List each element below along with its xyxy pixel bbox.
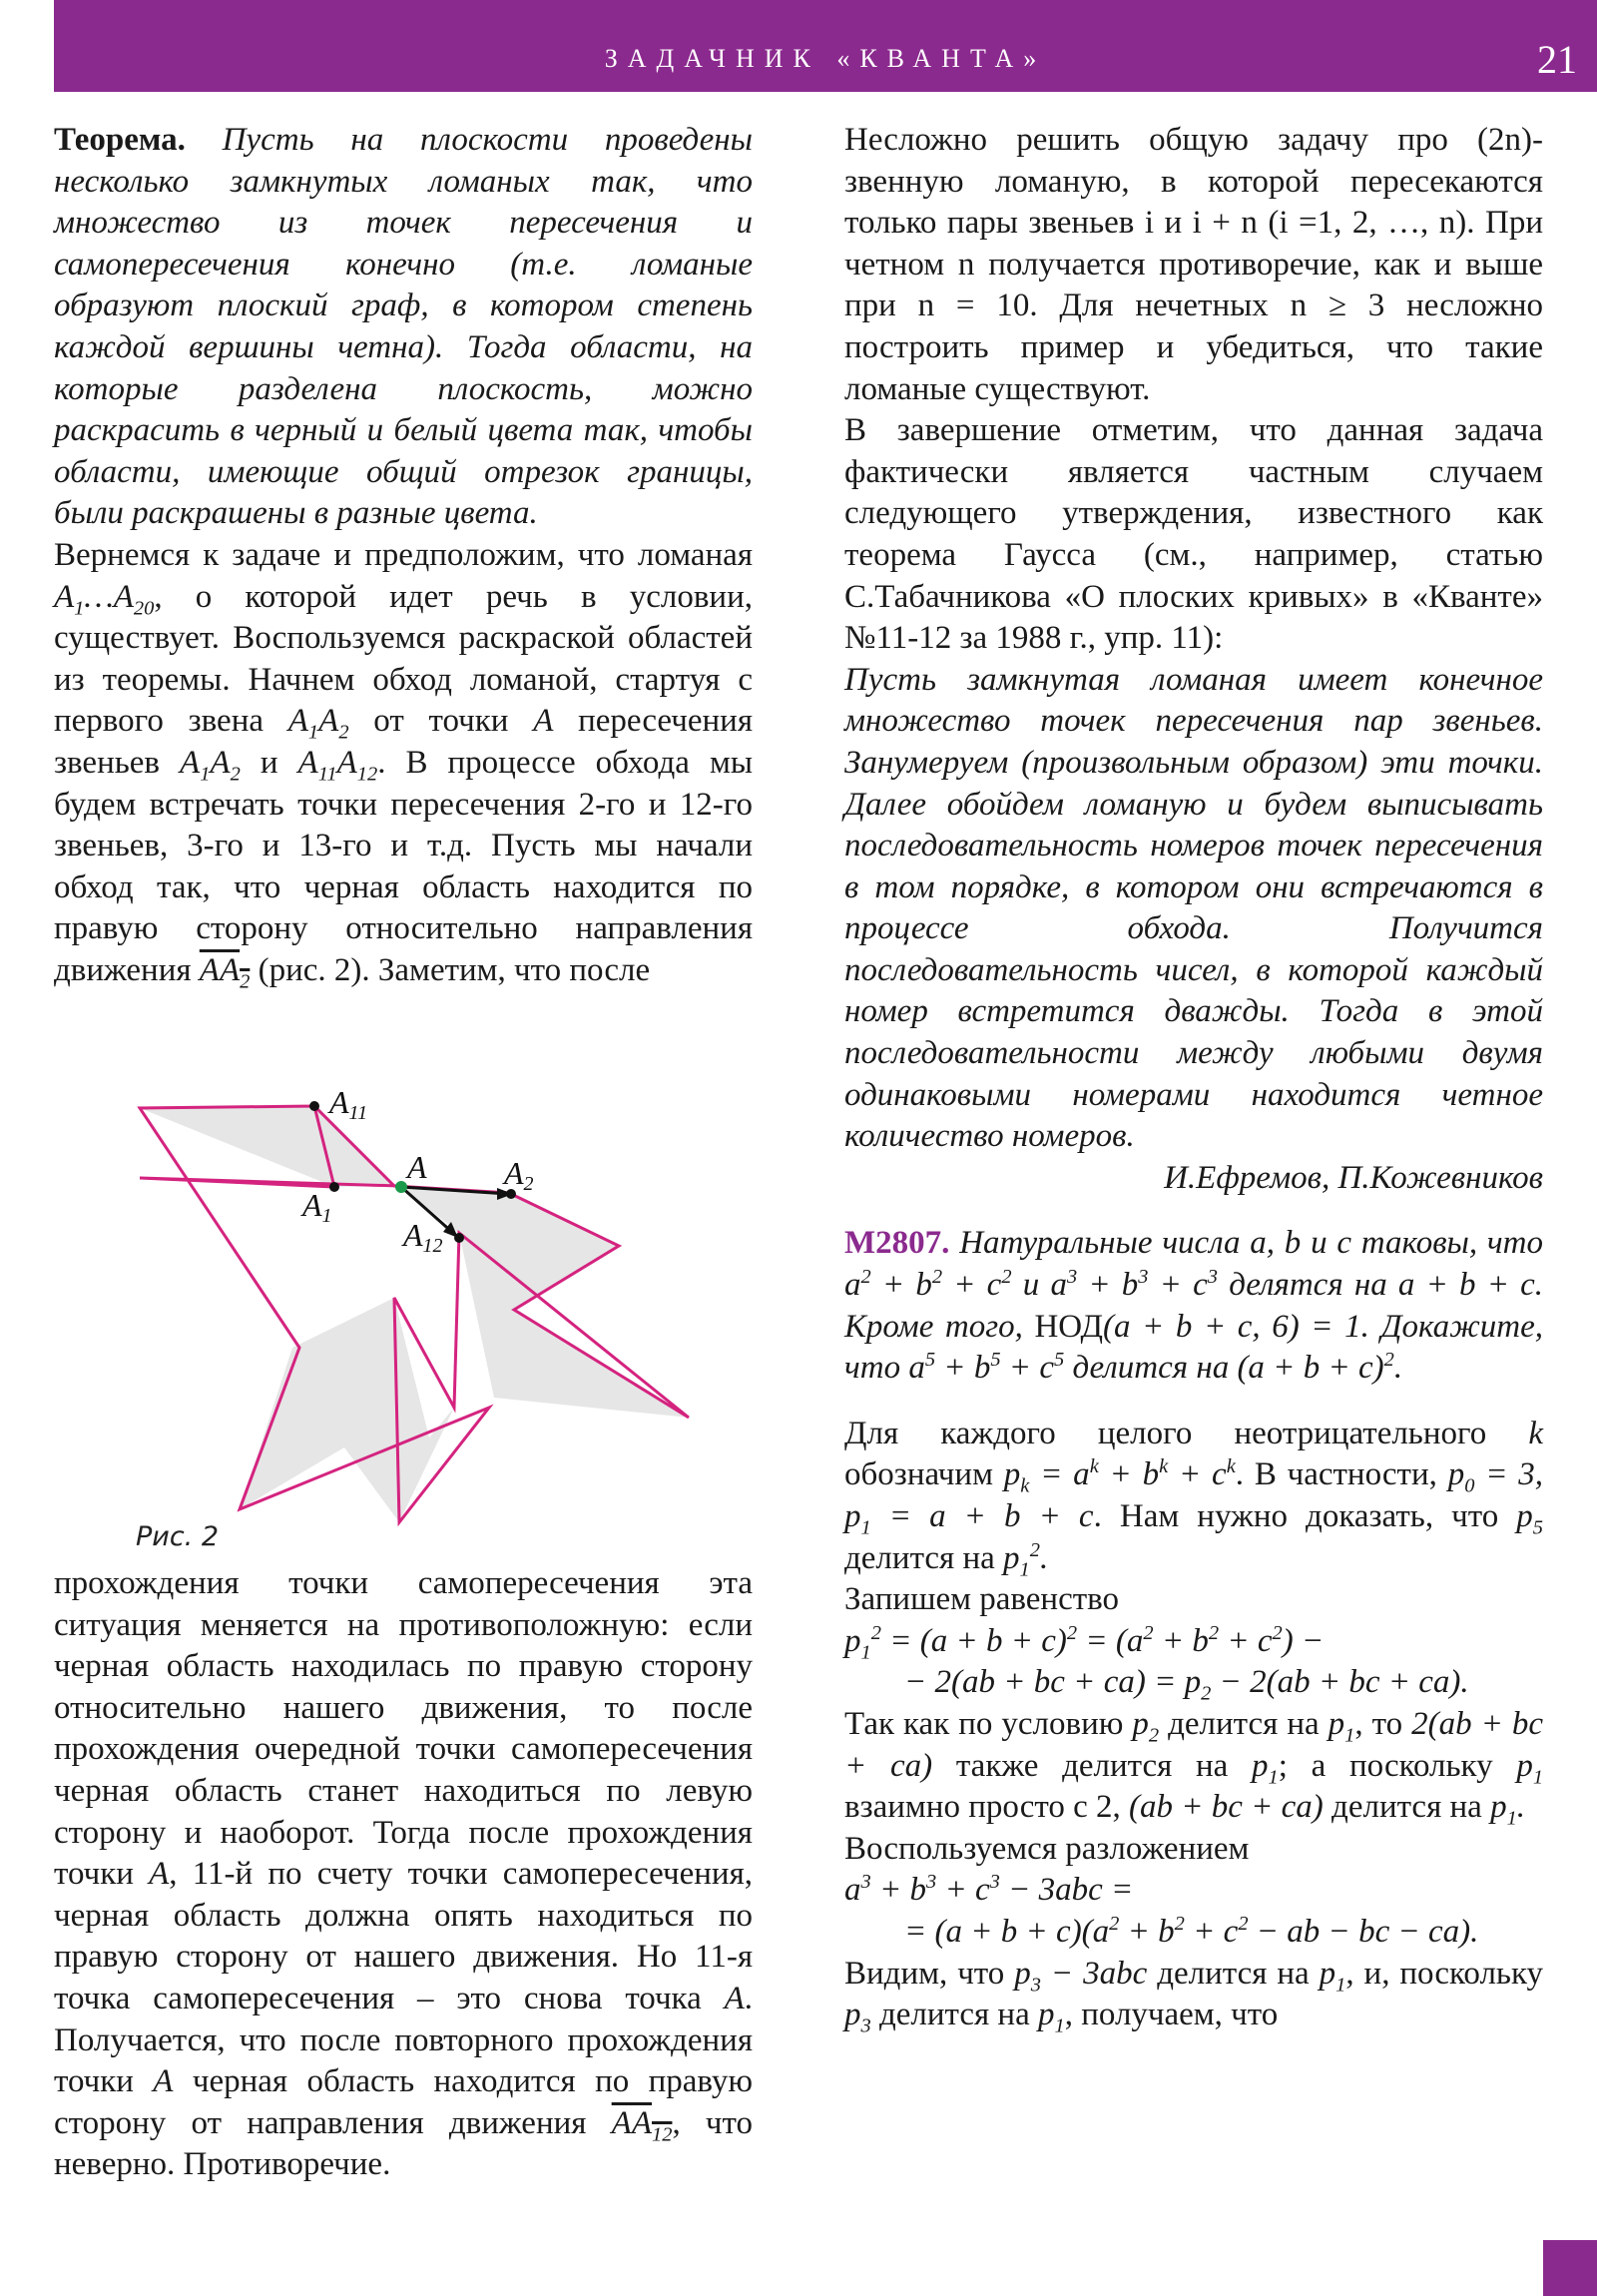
text-run: Вернемся к задаче и предположим, что ломаная: [54, 536, 753, 573]
text-run: также делится на: [955, 1747, 1229, 1784]
problem-statement: М2807. Натуральные числа a, b и c таковы, что $a^2 + b^2 + c^2$ и $a^3 + b^3 + c^3$ делятся на a + b + c. Кроме того, НОД(a + b + c, 6) = 1. Докажите, что $a^5 + b^5 + c^5$ делится на $(a + b + c)^2$.: [844, 1225, 1544, 1387]
text-run: Натуральные числа a, b и c таковы, что: [959, 1225, 1544, 1262]
label-a12: A12: [403, 1217, 443, 1257]
text-run: . Нам нужно доказать, что: [1093, 1498, 1499, 1534]
text-run: делится на: [1331, 1789, 1482, 1826]
point-a12: [454, 1233, 464, 1243]
left-column-bottom: [54, 1563, 753, 2186]
proof-paragraph-2: прохождения точки самопересечения эта ситуация меняется на противоположную: если черная область находилась по правую сторону относительно нашего движения, то после прохождения очередной точки самопересечения черная область станет находиться по левую сторону и наоборот. Тогда после прохождения точки A, 11-й по счету точки самопересечения, черная область должна опять находиться по правую сторону от нашего движения. Но 11-я точка самопересечения – это снова точка A. Получается, что после повторного прохождения точки A черная область находится по правую сторону от направления движения $AA_{12}$, что неверно. Противоречие.: [54, 1565, 754, 2183]
text-run: черная область находится по правую сторону от направления движения: [54, 2063, 754, 2141]
text-run: НОД: [1034, 1308, 1103, 1345]
left-column-top: [54, 120, 753, 991]
equation-4: = $(a + b + c)(a^2 + b^2 + c^2$ − ab − bc − ca).: [904, 1912, 1479, 1950]
text-run: обозначим: [844, 1456, 993, 1493]
solution-paragraph-1: Для каждого целого неотрицательного k обозначим $p_k = a^k + b^k + c^k$. В частности, $p_0 = 3$, $p_1 = a + b + c$. Нам нужно доказать, что $p_5$ делится на $p_1^2$.: [844, 1415, 1544, 1581]
theorem-paragraph: [54, 120, 753, 535]
label-a: A: [407, 1149, 427, 1185]
point-a1: [329, 1182, 339, 1192]
page-number: 21: [1537, 37, 1577, 82]
text-run: ; а поскольку: [1278, 1747, 1493, 1784]
theorem-label: Теорема.: [54, 122, 186, 158]
text-run: прохождения точки самопересечения эта ситуация меняется на противоположную: если черная область находилась по правую сторону относительно нашего движения, то после прохождения очередной точки самопересечения черная область станет находиться по левую сторону и наоборот. Тогда после прохождения точки: [54, 1565, 753, 1893]
solution-paragraph-2: Запишем равенство: [844, 1581, 1120, 1618]
text-run: делятся на: [1229, 1267, 1387, 1304]
text-run: , и, поскольку: [1345, 1955, 1544, 1992]
gauss-theorem-paragraph: Пусть замкнутая ломаная имеет конечное множество точек пересечения пар звеньев. Занумеруем (произвольным образом) эти точки. Далее обойдем ломаную и будем выписывать последовательность номеров точек пересечения в том порядке, в котором они встречаются в процессе обхода. Получится последовательность чисел, в которой каждый номер встретится дважды. Тогда в этой последовательности между любыми двумя одинаковыми номерами находится четное количество номеров.: [844, 661, 1543, 1155]
text-run: Видим, что: [844, 1955, 1005, 1992]
text-run: , то: [1354, 1705, 1403, 1742]
equation-1: $p_1^2 = (a + b + c)^2 = (a^2 + b^2 + c^2)$ −: [844, 1621, 1325, 1664]
figure-caption: Рис. 2: [136, 1521, 220, 1552]
text-run: Так как по условию: [844, 1705, 1124, 1742]
solution-paragraph-3: Так как по условию $p_2$ делится на $p_1$, то 2(ab + bc + ca) также делится на $p_1$; а поскольку $p_1$ взаимно просто с 2, (ab + bc + ca) делится на $p_1$.: [844, 1705, 1544, 1830]
label-a2: A2: [504, 1155, 534, 1195]
general-case-paragraph: Несложно решить общую задачу про (2n)-звенную ломаную, в которой пересекаются только пары звеньев i и i + n (i =1, 2, …, n). При четном n получается противоречие, как и выше при n = 10. Для нечетных n ≥ 3 несложно построить пример и убедиться, что такие ломаные существуют.: [844, 122, 1543, 407]
text-run: . Получается, что после повторного прохождения точки: [54, 1980, 754, 2100]
text-run: Для каждого целого неотрицательного: [844, 1415, 1487, 1451]
text-run: делится на: [1157, 1955, 1310, 1992]
text-run: a + b + c. Кроме того,: [844, 1267, 1544, 1345]
point-a: [395, 1181, 407, 1193]
text-run: пересечения звеньев: [54, 703, 754, 781]
text-run: взаимно просто с 2,: [844, 1789, 1121, 1826]
equation-3: $a^3 + b^3 + c^3 - 3abc$ =: [844, 1871, 1134, 1909]
text-run: . В процессе обхода мы будем встречать точки пересечения 2-го и 12-го звеньев, 3-го и 13-го и т.д. Пусть мы начали обход так, что черная область находится по правую сторону относительно направления движения: [54, 744, 753, 988]
text-run: и: [260, 744, 278, 781]
equation-2: − 2(ab + bc + $ca) = p_2 - 2(ab$ + bc + ca).: [904, 1664, 1469, 1705]
text-run: делится на: [1168, 1705, 1320, 1742]
text-run: (рис. 2). Заметим, что после: [258, 951, 651, 988]
text-run: от точки: [373, 703, 509, 740]
solution-paragraph-4: Воспользуемся разложением: [844, 1830, 1250, 1867]
proof-paragraph-1: Вернемся к задаче и предположим, что ломаная $A_1\dots A_{20}$, о которой идет речь в условии, существует. Воспользуемся раскраской областей из теоремы. Начнем обход ломаной, стартуя с первого звена $A_1A_2$ от точки A пересечения звеньев $A_1A_2$ и $A_{11}A_{12}$. В процессе обхода мы будем встречать точки пересечения 2-го и 12-го звеньев, 3-го и 13-го и т.д. Пусть мы начали обход так, что черная область находится по правую сторону относительно направления движения $AA_2$ (рис. 2). Заметим, что после: [54, 536, 754, 993]
theorem-text: Пусть на плоскости проведены несколько замкнутых ломаных так, что множество из точек пересечения и самопересечения конечно (т.е. ломаные образуют плоский граф, в котором степень каждой вершины четна). Тогда области, на которые разделена плоскость, можно раскрасить в черный и белый цвета так, чтобы области, имеющие общий отрезок границы, были раскрашены в разные цвета.: [54, 122, 754, 532]
text-run: делится на: [844, 1539, 995, 1576]
solution-paragraph-5: Видим, что $p_3 - 3abc$ делится на $p_1$, и, поскольку $p_3$ делится на $p_1$, получаем, что: [844, 1955, 1544, 2037]
label-a11: A11: [329, 1092, 368, 1124]
point-a11: [309, 1101, 319, 1111]
text-run: , 11-й по счету точки самопересечения, черная область должна опять находиться по правую сторону от нашего движения. Но 11-я точка самопересечения – это снова точка: [54, 1856, 753, 2016]
text-run: Докажите, что: [844, 1308, 1544, 1387]
text-run: делится на: [1072, 1350, 1230, 1387]
text-run: , о которой идет речь в условии, существует. Воспользуемся раскраской областей из теоремы. Начнем обход ломаной, стартуя с первого звена: [54, 578, 753, 740]
right-column: [844, 120, 1543, 2036]
label-a1: A1: [302, 1187, 332, 1227]
authors-signature: И.Ефремов, П.Кожевников: [1164, 1159, 1543, 1196]
figure-2-polyline: [130, 1092, 699, 1561]
shaded-region-lower: [240, 1298, 454, 1522]
gauss-intro-paragraph: В завершение отметим, что данная задача фактически является частным случаем следующего утверждения, известного как теорема Гаусса (см., например, статью С.Табачникова «О плоских кривых» в «Кванте» №11-12 за 1988 г., упр. 11):: [844, 412, 1543, 657]
page-header: [54, 0, 1597, 92]
problem-number: М2807.: [844, 1225, 950, 1262]
text-run: и: [1022, 1267, 1040, 1304]
text-run: . В частности,: [1235, 1456, 1437, 1493]
text-run: , что неверно. Противоречие.: [54, 2104, 753, 2183]
corner-marker: [1543, 2240, 1597, 2296]
text-run: , получаем, что: [1064, 1997, 1279, 2033]
text-run: делится на: [878, 1997, 1030, 2033]
journal-section-title: ЗАДАЧНИК «КВАНТА»: [604, 44, 1047, 73]
